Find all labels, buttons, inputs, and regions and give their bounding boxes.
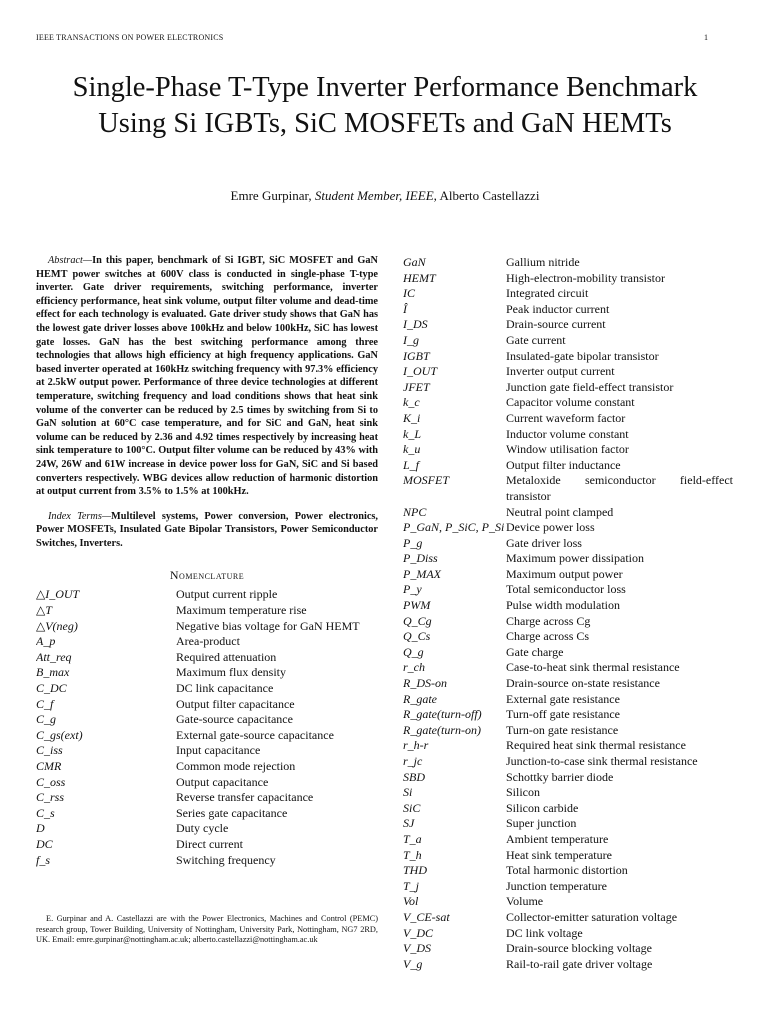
right-column bbox=[403, 255, 733, 972]
nomenclature-description: Output current ripple bbox=[176, 587, 278, 602]
nomenclature-row bbox=[403, 645, 733, 661]
nomenclature-description: Inductor volume constant bbox=[506, 426, 629, 441]
nomenclature-description: Maximum output power bbox=[506, 566, 623, 581]
nomenclature-description: Gate-source capacitance bbox=[176, 712, 293, 727]
nomenclature-description: Maximum power dissipation bbox=[506, 551, 644, 566]
abstract-lead: Abstract— bbox=[48, 255, 93, 266]
nomenclature-symbol: D bbox=[36, 821, 45, 836]
nomenclature-description: Ambient temperature bbox=[506, 831, 609, 846]
nomenclature-row bbox=[403, 536, 733, 552]
nomenclature-row bbox=[36, 712, 378, 728]
nomenclature-row bbox=[403, 801, 733, 817]
nomenclature-description: Silicon bbox=[506, 785, 541, 800]
nomenclature-symbol: f_s bbox=[36, 852, 51, 867]
nomenclature-symbol: V_g bbox=[403, 956, 423, 971]
nomenclature-description: Schottky barrier diode bbox=[506, 769, 614, 784]
nomenclature-description: Insulated-gate bipolar transistor bbox=[506, 348, 659, 363]
nomenclature-description: Heat sink temperature bbox=[506, 847, 612, 862]
nomenclature-symbol: I_DS bbox=[403, 317, 428, 332]
nomenclature-description: Input capacitance bbox=[176, 743, 261, 758]
nomenclature-description: Collector-emitter saturation voltage bbox=[506, 909, 678, 924]
nomenclature-description: Gallium nitride bbox=[506, 255, 580, 269]
nomenclature-description: Rail-to-rail gate driver voltage bbox=[506, 956, 653, 971]
abstract bbox=[36, 254, 378, 499]
nomenclature-description: Total harmonic distortion bbox=[506, 863, 628, 878]
nomenclature-row bbox=[403, 255, 733, 271]
nomenclature-description: Drain-source blocking voltage bbox=[506, 941, 652, 956]
nomenclature-symbol: R_DS-on bbox=[403, 676, 447, 691]
nomenclature-description: Common mode rejection bbox=[176, 759, 296, 773]
nomenclature-symbol: △T bbox=[36, 603, 52, 618]
paper-title: Single-Phase T-Type Inverter Performance Benchmark Using Si IGBTs, SiC MOSFETs and GaN HEMTs bbox=[72, 72, 698, 139]
nomenclature-symbol: C_s bbox=[36, 805, 55, 820]
author-affiliation-footnote: E. Gurpinar and A. Castellazzi are with the Power Electronics, Machines and Control (PEMC) research group, Tower Building, University of Nottingham, University Park, Nottingham, NG7 2RD, UK. Email: emre.gurpinar@nottingham.ac.uk; alberto.castellazzi@nottingham.ac.uk bbox=[36, 914, 378, 945]
nomenclature-symbol: JFET bbox=[403, 379, 430, 394]
nomenclature-row bbox=[403, 926, 733, 942]
nomenclature-symbol: IGBT bbox=[403, 348, 430, 363]
nomenclature-row bbox=[403, 910, 733, 926]
nomenclature-row bbox=[403, 520, 733, 536]
author-line bbox=[40, 188, 730, 204]
nomenclature-description: Inverter output current bbox=[506, 364, 615, 379]
nomenclature-description: Window utilisation factor bbox=[506, 442, 629, 457]
nomenclature-row bbox=[36, 775, 378, 791]
nomenclature-description: Duty cycle bbox=[176, 821, 229, 836]
nomenclature-description: Negative bias voltage for GaN HEMT bbox=[176, 618, 360, 633]
nomenclature-description: External gate-source capacitance bbox=[176, 727, 334, 742]
nomenclature-description: DC link capacitance bbox=[176, 681, 274, 696]
nomenclature-row bbox=[403, 863, 733, 879]
nomenclature-row bbox=[36, 821, 378, 837]
nomenclature-symbol: I_OUT bbox=[403, 364, 438, 379]
nomenclature-row bbox=[36, 650, 378, 666]
nomenclature-symbol: P_MAX bbox=[403, 566, 441, 581]
nomenclature-description: Integrated circuit bbox=[506, 286, 589, 301]
nomenclature-symbol: Q_Cg bbox=[403, 613, 432, 628]
nomenclature-row bbox=[36, 634, 378, 650]
nomenclature-symbol: C_iss bbox=[36, 743, 63, 758]
nomenclature-symbol: L_f bbox=[403, 457, 420, 472]
nomenclature-symbol: C_oss bbox=[36, 774, 66, 789]
nomenclature-row bbox=[403, 770, 733, 786]
nomenclature-row bbox=[36, 681, 378, 697]
nomenclature-symbol: T_j bbox=[403, 878, 420, 893]
nomenclature-description: Output filter capacitance bbox=[176, 696, 295, 711]
nomenclature-description: Gate charge bbox=[506, 644, 564, 659]
nomenclature-row bbox=[403, 957, 733, 973]
nomenclature-symbol: K_i bbox=[403, 410, 421, 425]
nomenclature-description: Series gate capacitance bbox=[176, 805, 288, 820]
nomenclature-symbol: r_ch bbox=[403, 660, 425, 675]
nomenclature-heading: Nomenclature bbox=[169, 568, 245, 583]
nomenclature-description: Turn-on gate resistance bbox=[506, 722, 619, 737]
author-2: Alberto Castellazzi bbox=[439, 188, 540, 203]
nomenclature-symbol: T_h bbox=[403, 847, 422, 862]
nomenclature-description: DC link voltage bbox=[506, 925, 583, 940]
nomenclature-description: Maximum temperature rise bbox=[176, 603, 307, 618]
nomenclature-row bbox=[403, 364, 733, 380]
nomenclature-description: Charge across Cg bbox=[506, 613, 591, 628]
nomenclature-description: Device power loss bbox=[506, 520, 595, 535]
nomenclature-description: Current waveform factor bbox=[506, 410, 626, 425]
nomenclature-description: Metaloxide semiconductor field-effect transistor bbox=[506, 473, 733, 503]
nomenclature-symbol: SBD bbox=[403, 769, 425, 784]
running-head: IEEE TRANSACTIONS ON POWER ELECTRONICS bbox=[36, 33, 224, 42]
nomenclature-symbol: Si bbox=[403, 785, 413, 800]
author-1-membership: Student Member, IEEE, bbox=[314, 188, 437, 203]
nomenclature-row bbox=[403, 427, 733, 443]
nomenclature-row bbox=[36, 853, 378, 869]
nomenclature-symbol: k_u bbox=[403, 442, 421, 457]
nomenclature-symbol: T_a bbox=[403, 831, 422, 846]
index-terms-lead: Index Terms— bbox=[48, 510, 112, 522]
author-1: Emre Gurpinar, bbox=[230, 188, 312, 203]
nomenclature-row bbox=[403, 286, 733, 302]
nomenclature-symbol: R_gate(turn-off) bbox=[403, 707, 482, 722]
nomenclature-symbol: Q_g bbox=[403, 644, 424, 659]
nomenclature-row bbox=[403, 832, 733, 848]
nomenclature-row bbox=[403, 629, 733, 645]
nomenclature-symbol: B_max bbox=[36, 665, 70, 680]
nomenclature-row bbox=[36, 790, 378, 806]
nomenclature-description: External gate resistance bbox=[506, 691, 620, 706]
nomenclature-row bbox=[403, 723, 733, 739]
nomenclature-symbol: I_g bbox=[403, 332, 419, 347]
nomenclature-symbol: C_gs(ext) bbox=[36, 727, 83, 742]
nomenclature-symbol: C_rss bbox=[36, 790, 65, 805]
nomenclature-description: Maximum flux density bbox=[176, 665, 286, 680]
nomenclature-row bbox=[403, 754, 733, 770]
nomenclature-symbol: k_L bbox=[403, 426, 421, 441]
nomenclature-description: High-electron-mobility transistor bbox=[506, 270, 665, 285]
abstract-text: In this paper, benchmark of Si IGBT, SiC MOSFET and GaN HEMT power switches at 600V class is conducted in single-phase T-type inverter. Gate driver requirements, switching performance, inverter efficiency performance, heat sink volume, output filter volume and dead-time effect for each technology is evaluated. Gate driver study shows that GaN has the lowest gate driver losses above 100kHz and below 100kHz, SiC has lowest gate losses. GaN has the best switching performance among three technologies that allows high efficiency at high frequency applications. GaN based inverter operated at 160kHz switching frequency with 97.3% efficiency at 2.5kW output power. Performance of three device technologies at different temperature, switching frequency and load conditions shows that heat sink volume of the converter can be reduced by 2.5 times by switching from Si to GaN solution at 60°C case temperature, and for SiC and GaN, heat sink volume can be reduced by 2.36 and 4.92 times respectively by increasing heat sink temperature to 100°C. Output filter volume can be reduced by 43% with 24W, 26W and 61W increase in device power loss for GaN, SiC and Si based converters respectively. WBG devices allow reduction of harmonic distortion at output current from 3.5% to 1.5% at 100kHz. bbox=[36, 255, 378, 498]
nomenclature-description: Junction temperature bbox=[506, 878, 607, 893]
nomenclature-symbol: Vol bbox=[403, 894, 419, 909]
nomenclature-description: Case-to-heat sink thermal resistance bbox=[506, 660, 680, 675]
nomenclature-description: Gate current bbox=[506, 332, 566, 347]
nomenclature-description: Junction-to-case sink thermal resistance bbox=[506, 754, 698, 768]
nomenclature-symbol: MOSFET bbox=[403, 473, 449, 488]
nomenclature-row bbox=[403, 395, 733, 411]
nomenclature-row bbox=[403, 894, 733, 910]
nomenclature-symbol: Î bbox=[403, 301, 407, 316]
nomenclature-row bbox=[403, 380, 733, 396]
nomenclature-row bbox=[403, 848, 733, 864]
nomenclature-description: Pulse width modulation bbox=[506, 598, 620, 613]
nomenclature-description: Volume bbox=[506, 894, 544, 909]
index-terms bbox=[36, 510, 378, 551]
nomenclature-row bbox=[403, 692, 733, 708]
nomenclature-symbol: C_DC bbox=[36, 681, 67, 696]
nomenclature-symbol: NPC bbox=[403, 504, 427, 519]
nomenclature-symbol: Q_Cs bbox=[403, 629, 431, 644]
nomenclature-row bbox=[36, 837, 378, 853]
nomenclature-row bbox=[403, 582, 733, 598]
nomenclature-symbol: C_g bbox=[36, 712, 57, 727]
nomenclature-row bbox=[36, 603, 378, 619]
nomenclature-row bbox=[403, 738, 733, 754]
nomenclature-description: Capacitor volume constant bbox=[506, 395, 635, 410]
left-column bbox=[36, 254, 378, 868]
nomenclature-row bbox=[36, 665, 378, 681]
nomenclature-row bbox=[403, 505, 733, 521]
nomenclature-row bbox=[403, 660, 733, 676]
nomenclature-symbol: V_DS bbox=[403, 941, 431, 956]
nomenclature-symbol: SiC bbox=[403, 800, 421, 815]
nomenclature-symbol: △V(neg) bbox=[36, 618, 78, 633]
nomenclature-symbol: HEMT bbox=[403, 270, 436, 285]
nomenclature-row bbox=[403, 411, 733, 427]
nomenclature-symbol: Att_req bbox=[36, 649, 72, 664]
nomenclature-description: Drain-source current bbox=[506, 317, 606, 332]
nomenclature-row bbox=[403, 816, 733, 832]
nomenclature-row bbox=[403, 442, 733, 458]
nomenclature-symbol: P_y bbox=[403, 582, 422, 597]
nomenclature-list-right bbox=[403, 255, 733, 972]
nomenclature-symbol: P_Diss bbox=[403, 551, 438, 566]
page-number: 1 bbox=[704, 33, 708, 42]
nomenclature-row bbox=[403, 785, 733, 801]
nomenclature-row bbox=[403, 333, 733, 349]
nomenclature-description: Junction gate field-effect transistor bbox=[506, 379, 674, 394]
nomenclature-row bbox=[403, 879, 733, 895]
nomenclature-symbol: r_jc bbox=[403, 754, 423, 768]
nomenclature-row bbox=[403, 567, 733, 583]
nomenclature-description: Drain-source on-state resistance bbox=[506, 676, 660, 691]
nomenclature-symbol: △I_OUT bbox=[36, 587, 80, 602]
nomenclature-symbol: C_f bbox=[36, 696, 54, 711]
nomenclature-row bbox=[36, 743, 378, 759]
nomenclature-description: Gate driver loss bbox=[506, 535, 582, 550]
nomenclature-row bbox=[403, 349, 733, 365]
nomenclature-row bbox=[403, 317, 733, 333]
nomenclature-description: Switching frequency bbox=[176, 852, 276, 867]
nomenclature-symbol: R_gate(turn-on) bbox=[403, 722, 481, 737]
nomenclature-symbol: V_DC bbox=[403, 925, 433, 940]
nomenclature-row bbox=[403, 551, 733, 567]
nomenclature-description: Peak inductor current bbox=[506, 301, 610, 316]
nomenclature-row bbox=[403, 598, 733, 614]
nomenclature-description: Output capacitance bbox=[176, 774, 269, 789]
nomenclature-row bbox=[36, 759, 378, 775]
nomenclature-description: Required attenuation bbox=[176, 649, 277, 664]
nomenclature-row bbox=[36, 619, 378, 635]
nomenclature-list-left bbox=[36, 587, 378, 868]
nomenclature-symbol: CMR bbox=[36, 759, 62, 773]
nomenclature-description: Silicon carbide bbox=[506, 800, 579, 815]
nomenclature-symbol: A_p bbox=[36, 634, 56, 649]
nomenclature-row bbox=[36, 728, 378, 744]
nomenclature-symbol: k_c bbox=[403, 395, 420, 410]
nomenclature-symbol: GaN bbox=[403, 255, 426, 269]
nomenclature-description: Neutral point clamped bbox=[506, 504, 614, 519]
nomenclature-symbol: PWM bbox=[403, 598, 431, 613]
nomenclature-description: Charge across Cs bbox=[506, 629, 590, 644]
nomenclature-description: Reverse transfer capacitance bbox=[176, 790, 314, 805]
nomenclature-symbol: R_gate bbox=[403, 691, 437, 706]
nomenclature-row bbox=[403, 302, 733, 318]
nomenclature-description: Super junction bbox=[506, 816, 577, 831]
nomenclature-row bbox=[403, 707, 733, 723]
nomenclature-row bbox=[36, 697, 378, 713]
nomenclature-row bbox=[403, 271, 733, 287]
nomenclature-description: Required heat sink thermal resistance bbox=[506, 738, 686, 753]
nomenclature-row bbox=[403, 941, 733, 957]
index-terms-text: Multilevel systems, Power conversion, Power electronics, Power MOSFETs, Insulated Gate Bipolar Transistors, Power Semiconductor Switches, Inverters. bbox=[36, 510, 379, 549]
nomenclature-symbol: P_GaN, P_SiC, P_Si bbox=[403, 520, 505, 535]
nomenclature-row bbox=[403, 473, 733, 504]
nomenclature-description: Output filter inductance bbox=[506, 457, 621, 472]
nomenclature-row bbox=[403, 614, 733, 630]
nomenclature-symbol: IC bbox=[403, 286, 415, 301]
nomenclature-symbol: DC bbox=[36, 836, 53, 851]
nomenclature-description: Turn-off gate resistance bbox=[506, 707, 620, 722]
nomenclature-row bbox=[403, 676, 733, 692]
nomenclature-description: Area-product bbox=[176, 634, 240, 649]
nomenclature-description: Total semiconductor loss bbox=[506, 582, 626, 597]
nomenclature-symbol: THD bbox=[403, 863, 428, 878]
nomenclature-symbol: SJ bbox=[403, 816, 415, 831]
nomenclature-symbol: V_CE-sat bbox=[403, 909, 450, 924]
nomenclature-symbol: r_h-r bbox=[403, 738, 429, 753]
nomenclature-symbol: P_g bbox=[403, 535, 423, 550]
nomenclature-row bbox=[36, 587, 378, 603]
nomenclature-row bbox=[403, 458, 733, 474]
nomenclature-description: Direct current bbox=[176, 836, 243, 851]
nomenclature-row bbox=[36, 806, 378, 822]
